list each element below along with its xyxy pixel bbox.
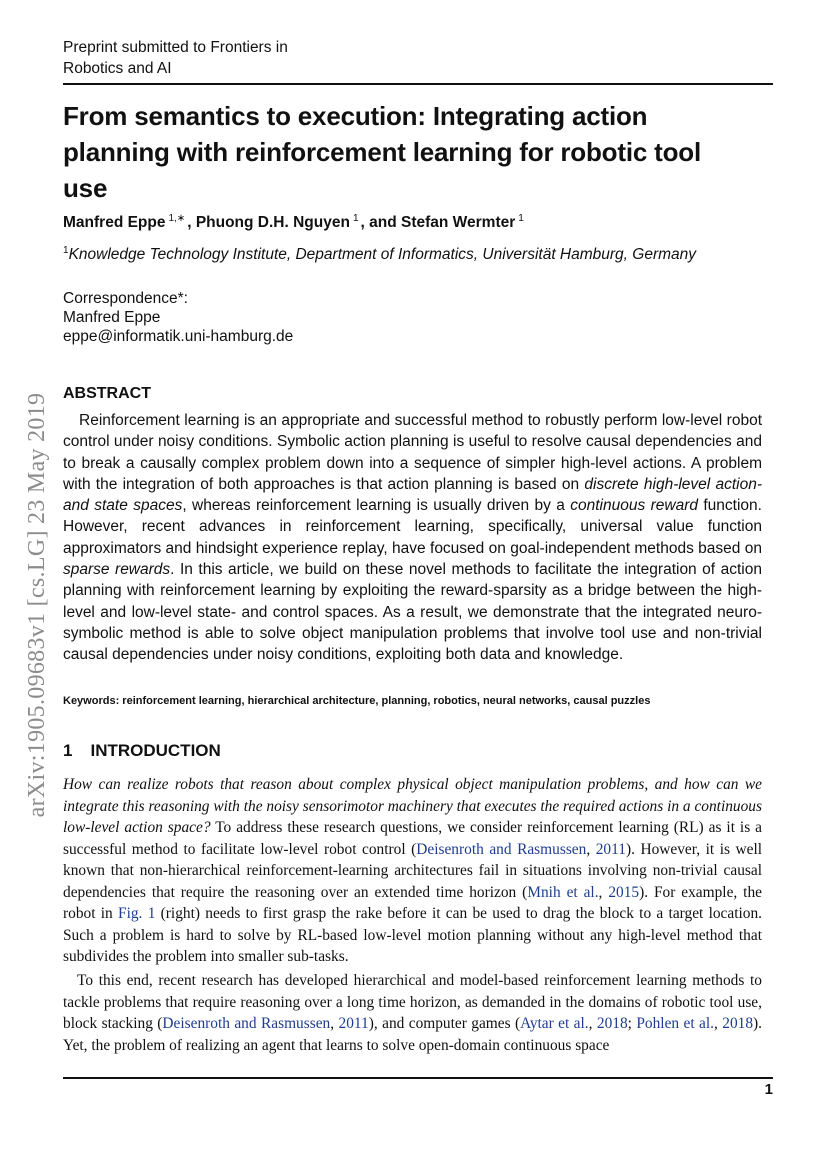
correspondence-label: Correspondence*: [63,290,188,307]
intro-paragraph-2 [63,970,762,1056]
research-questions: How can realize robots that reason about complex physical object manipulation problems, and how can we integrate this reasoning with the noisy sensorimotor machinery that executes the required actions in a continuous low-level action space? [63,776,762,836]
affiliation-text: Knowledge Technology Institute, Department of Informatics, Universität Hamburg, Germany [68,246,697,263]
author-eppe-affil: 1,∗ [168,213,186,224]
citation-year-link[interactable]: 2018 [722,1015,754,1032]
correspondence-name: Manfred Eppe [63,309,161,326]
header-rule [63,83,773,85]
affiliation-number: 1 [63,245,69,256]
keywords: Keywords: reinforcement learning, hierarchical architecture, planning, robotics, neural networks, causal puzzles [63,695,651,707]
citation-year-link[interactable]: 2011 [595,840,626,858]
abstract-text-4: . In this article, we build on these novel methods to facilitate the integration of action planning with reinforcement learning by exploiting the reward-sparsity as a bridge between the high-level and low-level state- and control spaces. As a result, we demonstrate that the integrated neuro-symbolic method is able to solve object manipulation problems that involve tool use and non-trivial causal dependencies under noisy conditions, exploiting both data and knowledge. [63,561,762,664]
intro-p1-text-4: , [598,883,609,901]
abstract-heading: ABSTRACT [63,385,151,402]
abstract-emphasis-2: continuous reward [570,497,698,515]
intro-p2-text-5: ; [627,1015,637,1032]
intro-p2-text-7: ). Yet, the problem of realizing an agent that learns to solve open-domain continuous space [63,1015,763,1054]
intro-p2-text-4: , [588,1015,597,1032]
citation-link[interactable]: Aytar et al. [520,1015,589,1032]
author-nguyen-affil: 1 [352,213,359,224]
preprint-line-1: Preprint submitted to Frontiers in [63,39,288,56]
paper-title: From semantics to execution: Integrating action planning with reinforcement learning for robotic tool use [63,101,701,203]
intro-p1-text-1: To address these research questions, we consider reinforcement learning (RL) as it is a successful method to facilitate low-level robot control ( [63,819,762,858]
abstract-body [63,410,762,666]
intro-p1-text-2: , [586,840,596,858]
intro-p1-text-3: ). However, it is well known that non-hierarchical reinforcement-learning architectures fail in situations involving non-trivial causal dependencies that require the reasoning over an extended time horizon ( [63,840,762,901]
author-list [63,213,526,232]
footer-rule [63,1077,773,1079]
citation-link[interactable]: Pohlen et al. [636,1015,714,1032]
citation-year-link[interactable]: 2011 [338,1015,369,1032]
author-eppe: Manfred Eppe [63,214,166,231]
intro-p1-text-6: (right) needs to first grasp the rake before it can be used to drag the block to a target location. Such a problem is hard to solve by RL-based low-level motion planning without any high-level method that subdivides the problem into smaller sub-tasks. [63,905,763,965]
author-nguyen: , Phuong D.H. Nguyen [187,214,350,231]
correspondence-email[interactable]: eppe@informatik.uni-hamburg.de [63,328,294,345]
affiliation [63,240,703,265]
abstract-emphasis-3: sparse rewards [63,561,171,579]
abstract-text-2: , whereas reinforcement learning is usually driven by a [182,497,571,515]
intro-p2-text-6: , [713,1015,723,1032]
correspondence [63,289,293,346]
citation-year-link[interactable]: 2018 [596,1015,628,1032]
arxiv-identifier-stamp: arXiv:1905.09683v1 [cs.LG] 23 May 2019 [24,392,50,818]
abstract-text-1: Reinforcement learning is an appropriate and successful method to robustly perform low-level robot control under noisy conditions. Symbolic action planning is useful to resolve causal dependencies and to break a causally complex problem down into a sequence of simpler high-level actions. A problem with the integration of both approaches is that action planning is based on [63,412,762,493]
abstract-text-3: function. However, recent advances in reinforcement learning, specifically, universal value function approximators and hindsight experience replay, have focused on goal-independent methods based on [63,497,762,557]
citation-link[interactable]: Deisenroth and Rasmussen [416,840,587,858]
section-heading-introduction [63,741,221,761]
author-wermter-affil: 1 [518,213,524,224]
page-number: 1 [764,1081,773,1098]
intro-p2-text-1: To this end, recent research has developed hierarchical and model-based reinforcement learning methods to tackle problems that require reasoning over a long time horizon, as demanded in the domains of robotic tool use, block stacking ( [63,972,762,1032]
section-title: INTRODUCTION [90,741,221,760]
intro-p2-text-3: ), and computer games ( [368,1015,521,1032]
figure-reference-link[interactable]: Fig. 1 [118,905,156,922]
citation-link[interactable]: Deisenroth and Rasmussen [162,1015,331,1032]
abstract-emphasis-1: discrete high-level action- and state spaces [63,475,762,515]
intro-p1-text-5: ). For example, the robot in [63,883,762,922]
intro-p2-text-2: , [330,1015,339,1032]
citation-year-link[interactable]: 2015 [608,883,640,901]
citation-link[interactable]: Mnih et al. [527,883,599,901]
preprint-line-2: Robotics and AI [63,60,172,77]
section-number: 1 [63,741,73,760]
author-wermter: , and Stefan Wermter [360,214,516,231]
preprint-header [63,37,363,79]
intro-paragraph-1 [63,774,762,968]
